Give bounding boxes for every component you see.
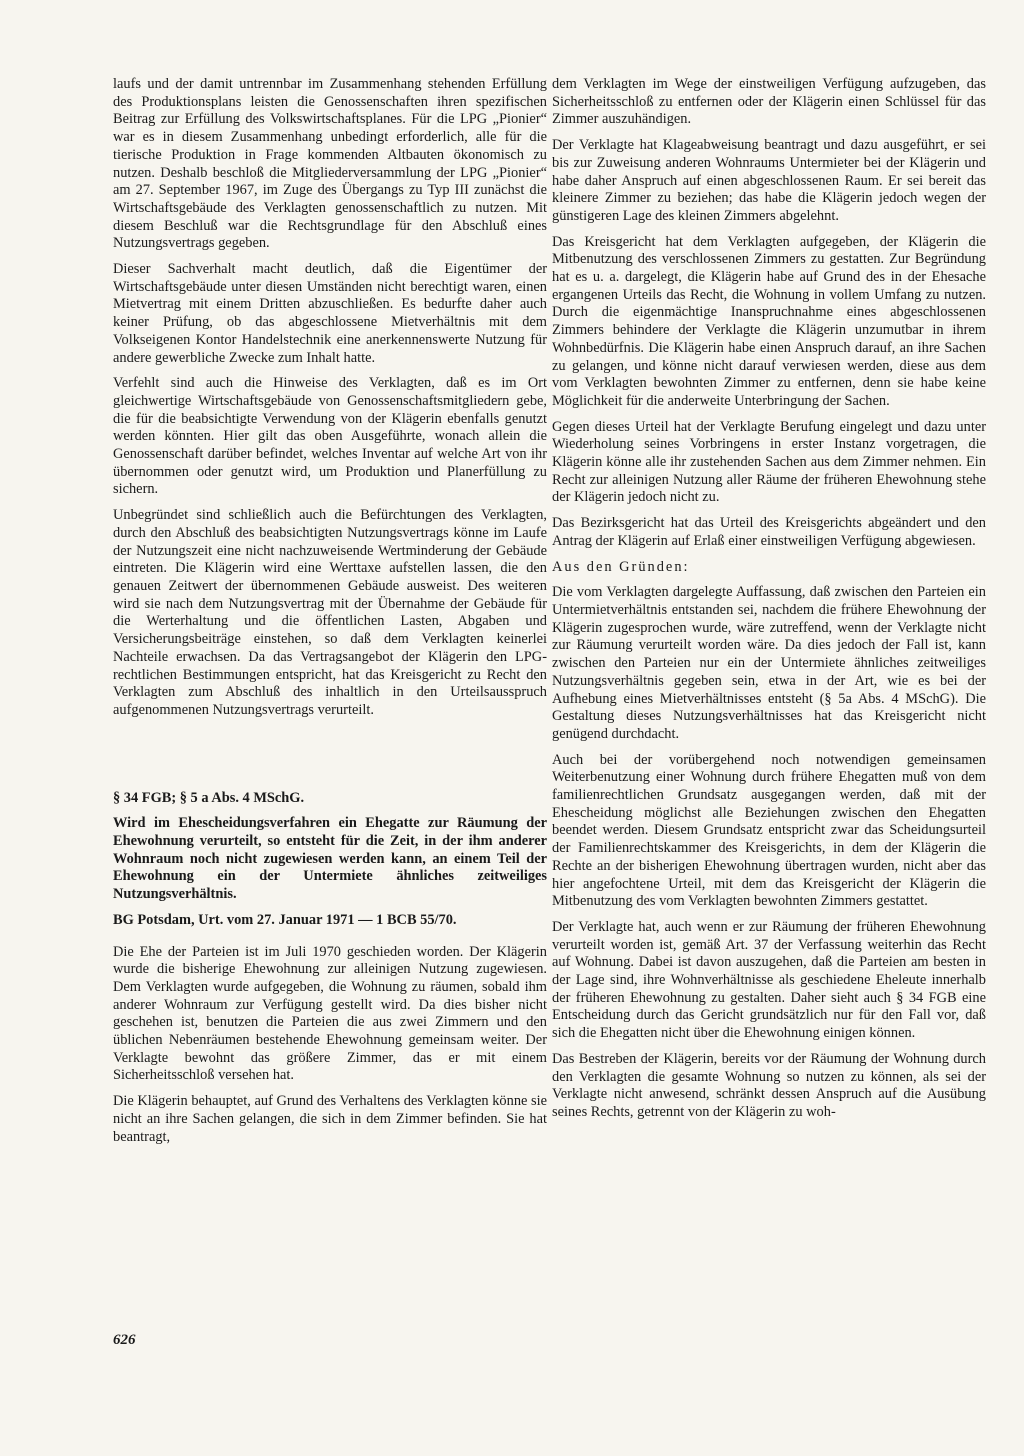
section-header: § 34 FGB; § 5 a Abs. 4 MSchG. [113, 789, 305, 806]
paragraph: Verfehlt sind auch die Hinweise des Verklagten, daß es im Ort gleichwertige Wirtschaftsgebäude von Genossenschaftsmitgliedern gebe, die für die beabsichtigte Verwendung von der Klägerin ebenfalls genutzt werden könnten. Hier gilt das oben Ausgeführte, wonach allein die Genossenschaft darüber befindet, welches Inventar auf welche Art von ihr übernommen oder genutzt wird, um Produktion und Planerfüllung zu sichern. [113, 375, 547, 498]
paragraph: Der Verklagte hat Klageabweisung beantragt und dazu ausgeführt, er sei bis zur Zuweisung anderen Wohnraums Untermieter bei der Klägerin und habe daher Anspruch auf einen abgeschlossenen Raum. Er sei bereit das kleinere Zimmer zu beziehen; das habe die Klägerin jedoch wegen der günstigeren Lage des kleinen Zimmers abgelehnt. [552, 137, 986, 224]
left-column [113, 76, 547, 1154]
paragraph: Die Klägerin behauptet, auf Grund des Verhaltens des Verklagten könne sie nicht an ihre Sachen gelangen, die sich in dem Zimmer befinden. Sie hat beantragt, [113, 1093, 547, 1145]
paragraph: Der Verklagte hat, auch wenn er zur Räumung der früheren Ehewohnung verurteilt worden ist, gemäß Art. 37 der Verfassung weiterhin das Recht auf Wohnung. Dabei ist davon auszugehen, daß die Parteien am besten in der Lage sind, ihre Wohnverhältnisse als geschiedene Eheleute innerhalb der früheren Ehewohnung zu gestalten. Daher sieht auch § 34 FGB eine Entscheidung durch das Gericht grundsätzlich nur für den Fall vor, daß sich die Ehegatten nicht über die Ehewohnung einigen können. [552, 918, 986, 1042]
paragraph: Dieser Sachverhalt macht deutlich, daß die Eigentümer der Wirtschaftsgebäude unter diesen Umständen nicht berechtigt waren, einen Mietvertrag mit einem Dritten abzuschließen. Es bedurfte daher auch keiner Prüfung, ob das abgeschlossene Mietverhältnis mit dem Volkseigenen Kontor Handelstechnik eine anerkennenswerte Nutzung für andere gewerbliche Zwecke zum Inhalt hatte. [113, 261, 547, 366]
right-column [552, 76, 986, 1130]
paragraph: Auch bei der vorübergehend noch notwendigen gemeinsamen Weiterbenutzung einer Wohnung durch frühere Ehegatten muß von dem familienrechtlichen Grundsatz ausgegangen werden, daß mit der Ehescheidung möglichst alle Beziehungen zwischen den Ehegatten beendet werden. Diesem Grundsatz entspricht zwar das Scheidungsurteil der Familienrechtskammer des Kreisgerichts, in dem der Klägerin die Rechte an der bisherigen Ehewohnung übertragen wurden, nicht aber das hier angefochtene Urteil, mit dem das Kreisgericht der Klägerin die Mitbenutzung des vom Verklagten bewohnten Zimmers gestattet. [552, 751, 986, 910]
paragraph: Die vom Verklagten dargelegte Auffassung, daß zwischen den Parteien ein Untermietverhältnis entstanden sei, nachdem die frühere Ehewohnung der Klägerin zugesprochen wurde, wäre zutreffend, wenn der Verklagte nicht zur Räumung verurteilt worden wäre. Da dies jedoch der Fall ist, kann zwischen den Parteien nur ein der Untermiete ähnliches zeitweiliges Nutzungsverhältnis gegeben sein, etwa in der Art, wie es bei der Aufhebung eines Mietverhältnisses entsteht (§ 5a Abs. 4 MSchG). Die Gestaltung dieses Nutzungsverhältnisses hat das Kreisgericht nicht genügend durchdacht. [552, 584, 986, 742]
section-gap [113, 728, 547, 790]
paragraph: dem Verklagten im Wege der einstweiligen Verfügung aufzugeben, das Sicherheitsschloß zu entfernen oder der Klägerin einen Schlüssel für das Zimmer auszuhändigen. [552, 76, 986, 128]
paragraph: Das Bezirksgericht hat das Urteil des Kreisgerichts abgeändert und den Antrag der Klägerin auf Erlaß einer einstweiligen Verfügung abgewiesen. [552, 515, 986, 549]
page-number: 626 [113, 1332, 136, 1348]
paragraph: Das Kreisgericht hat dem Verklagten aufgegeben, der Klägerin die Mitbenutzung des verschlossenen Zimmers zu gestatten. Zur Begründung hat es u. a. dargelegt, die Klägerin habe auf Grund des in der Ehesache ergangenen Urteils das Recht, die Wohnung in vollem Umfang zu nutzen. Durch die eigenmächtige Inanspruchnahme eines abgeschlossenen Zimmers behindere der Verklagte die Klägerin unzumutbar in ihrem Wohnbedürfnis. Die Klägerin habe einen Anspruch darauf, an ihre Sachen zu gelangen, und könne nicht darauf verwiesen werden, diese aus dem vom Verklagten bewohnten Zimmer zu entfernen, denn sie habe keine Möglichkeit für die anderweite Unterbringung der Sachen. [552, 233, 986, 409]
leitsatz: Wird im Ehescheidungsverfahren ein Ehegatte zur Räumung der Ehewohnung verurteilt, so entsteht für die Zeit, in der ihm anderer Wohnraum noch nicht zugewiesen werden kann, an einem Teil der Ehewohnung ein der Untermiete ähnliches zeitweiliges Nutzungsverhältnis. [113, 815, 547, 903]
citation: BG Potsdam, Urt. vom 27. Januar 1971 — 1 BCB 55/70. [113, 911, 457, 928]
paragraph: laufs und der damit untrennbar im Zusammenhang stehenden Erfüllung des Produktionsplans leisten die Genossenschaften ihren spezifischen Beitrag zur Erfüllung des Volkswirtschaftsplanes. Für die LPG „Pionier“ war es in diesem Zusammenhang unbedingt erforderlich, alle für die tierische Produktion in Frage kommenden Altbauten ökonomisch zu nutzen. Deshalb beschloß die Mitgliederversammlung der LPG „Pionier“ am 27. September 1967, im Zuge des Übergangs zu Typ III zunächst die Wirtschaftsgebäude des Verklagten genossenschaftlich zu nutzen. Mit diesem Beschluß war die Rechtsgrundlage für den Abschluß eines Nutzungsvertrags gegeben. [113, 76, 547, 252]
subheading: Aus den Gründen: [552, 558, 690, 575]
paragraph: Unbegründet sind schließlich auch die Befürchtungen des Verklagten, durch den Abschluß des beabsichtigten Nutzungsvertrags könne im Laufe der Nutzungszeit eine nicht nachzuweisende Wertminderung der Gebäude eintreten. Die Klägerin wird eine Werttaxe aufstellen lassen, die den genauen Zeitwert der übernommenen Gebäude ausweist. Des weiteren wird sie nach dem Nutzungsvertrag mit der Übernahme der Gebäude für die Werterhaltung und die öffentlichen Lasten, Abgaben und Versicherungsbeiträge einstehen, so daß dem Verklagten keinerlei Nachteile erwachsen. Da das Vertragsangebot der Klägerin den LPG-rechtlichen Bestimmungen entspricht, hat das Kreisgericht zu Recht den Verklagten zum Abschluß des inhaltlich in den Urteilsausspruch aufgenommenen Nutzungsvertrags verurteilt. [113, 507, 547, 718]
paragraph: Das Bestreben der Klägerin, bereits vor der Räumung der Wohnung durch den Verklagten die gesamte Wohnung so nutzen zu können, als sei der Verklagte nicht anwesend, schränkt dessen Anspruch auf die Ausübung seines Rechts, getrennt von der Klägerin zu woh- [552, 1050, 986, 1120]
paragraph: Gegen dieses Urteil hat der Verklagte Berufung eingelegt und dazu unter Wiederholung seines Vorbringens in erster Instanz vorgetragen, die Klägerin könne alle ihr zustehenden Sachen aus dem Zimmer nehmen. Ein Recht zur alleinigen Nutzung aller Räume der früheren Ehewohnung stehe der Klägerin jedoch nicht zu. [552, 418, 986, 506]
paragraph: Die Ehe der Parteien ist im Juli 1970 geschieden worden. Der Klägerin wurde die bisherige Ehewohnung zur alleinigen Nutzung zugewiesen. Dem Verklagten wurde aufgegeben, die Wohnung zu räumen, sobald ihm anderer Wohnraum zur Verfügung gestellt wird. Da dies bisher nicht geschehen ist, benutzen die Parteien die aus zwei Zimmern und den üblichen Nebenräumen bestehende Ehewohnung gemeinsam weiter. Der Verklagte bewohnt das größere Zimmer, das er mit einem Sicherheitsschloß versehen hat. [113, 943, 547, 1084]
